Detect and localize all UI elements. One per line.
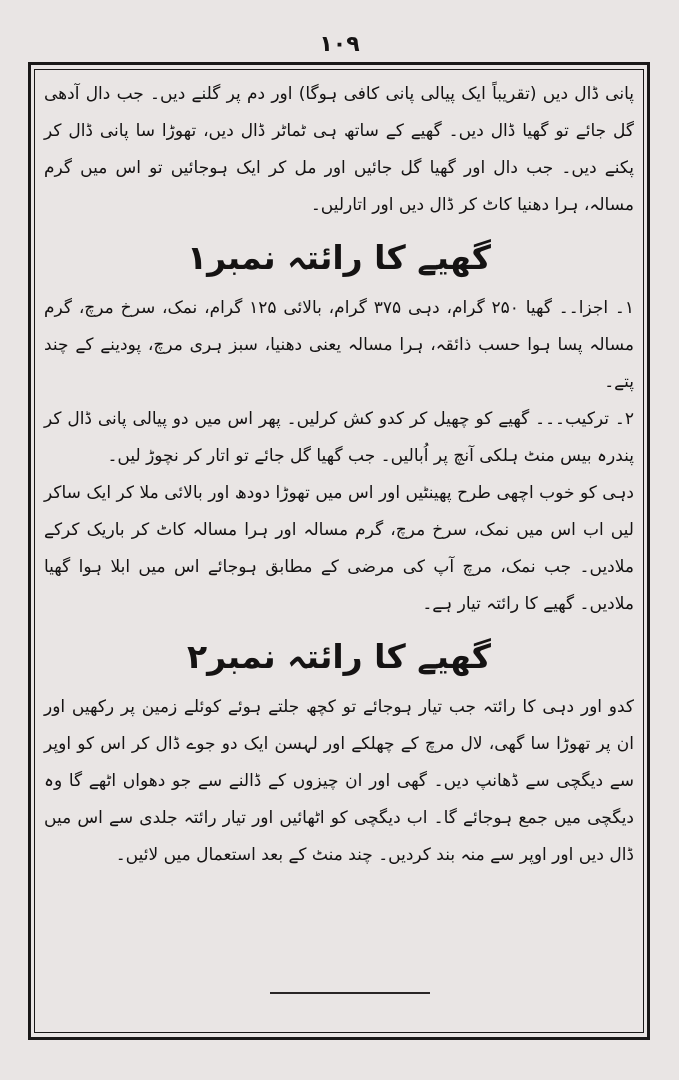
recipe-1-method-continued: دہی کو خوب اچھی طرح پھینٹیں اور اس میں تھوڑا دودھ اور بالائی ملا کر ایک ساکر لیں اب اس میں نمک، سرخ مرچ، گرم مسالہ اور ہرا مسالہ کاٹ کر باریک کرکے ملادیں۔ جب نمک، مرچ آپ کی مرضی کے مطابق ہوجائے اس میں ابلا ہوا گھیا ملادیں۔ گھیے کا رائتہ تیار ہے۔: [44, 483, 634, 614]
recipe-2-method: کدو اور دہی کا رائتہ جب تیار ہوجائے تو کچھ جلتے ہوئے کوئلے زمین پر رکھیں اور ان پر تھوڑا سا گھی، لال مرچ کے چھلکے اور لہسن ایک دو جوے ڈال کر اس کو اوپر سے دیگچی سے ڈھانپ دیں۔ گھی اور ان چیزوں کے ڈالنے سے جو دھواں اٹھے گا وہ دیگچی میں جمع ہوجائے گا۔ اب دیگچی کو اٹھائیں اور تیار رائتہ جلدی سے اس میں ڈال دیں اور اوپر سے منہ بند کردیں۔ چند منٹ کے بعد استعمال میں لائیں۔: [44, 697, 634, 865]
page-content: [44, 76, 634, 874]
intro-paragraph: پانی ڈال دیں (تقریباً ایک پیالی پانی کافی ہوگا) اور دم پر گلنے دیں۔ جب دال آدھی گل جائے تو گھیا ڈال دیں۔ گھیے کے ساتھ ہی ٹماٹر ڈال دیں، تھوڑا سا پانی ڈال کر پکنے دیں۔ جب دال اور گھیا گل جائیں اور مل کر ایک ہوجائیں تو اس میں گرم مسالہ، ہرا دھنیا کاٹ کر ڈال دیں اور اتارلیں۔: [44, 84, 634, 215]
recipe-2-title: گھیے کا رائتہ نمبر۲: [186, 637, 491, 676]
recipe-1-method: ۲۔ ترکیب۔۔۔ گھیے کو چھیل کر کدو کش کرلیں۔ پھر اس میں دو پیالی پانی ڈال کر پندرہ بیس منٹ ہلکی آنچ پر اُبالیں۔ جب گھیا گل جائے تو اتار کر نچوڑ لیں۔: [44, 409, 634, 466]
recipe-1-ingredients: ۱۔ اجزا۔۔ گھیا ۲۵۰ گرام، دہی ۳۷۵ گرام، بالائی ۱۲۵ گرام، نمک، سرخ مرچ، گرم مسالہ پسا ہوا حسب ذائقہ، ہرا مسالہ یعنی دھنیا، سبز ہری مرچ، پودینے کے چند پتے۔: [44, 298, 634, 392]
end-rule: [270, 992, 430, 994]
recipe-1-title: گھیے کا رائتہ نمبر۱: [186, 238, 491, 277]
page-number: ۱۰۹: [319, 32, 360, 57]
